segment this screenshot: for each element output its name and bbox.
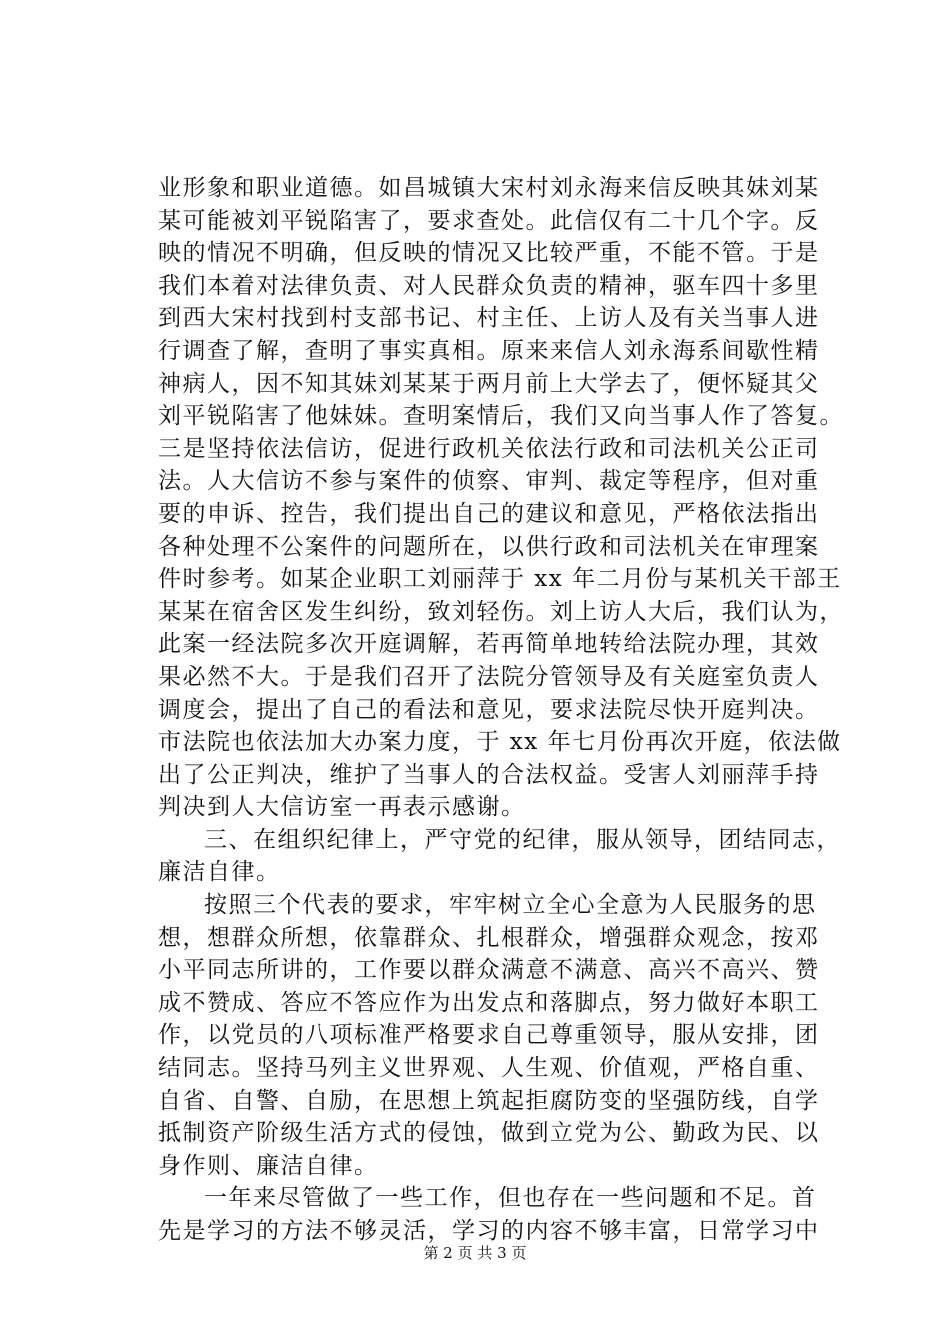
text-line: 业形象和职业道德。如昌城镇大宋村刘永海来信反映其妹刘某 xyxy=(158,175,820,201)
section-heading-line: 三、在组织纪律上，严守党的纪律，服从领导，团结同志， xyxy=(204,826,841,853)
text-line: 件时参考。如某企业职工刘丽萍于 xx 年二月份与某机关干部王 xyxy=(158,566,842,593)
text-line: 小平同志所讲的，工作要以群众满意不满意、高兴不高兴、赞 xyxy=(158,957,820,984)
text-line: 市法院也依法加大办案力度，于 xx 年七月份再次开庭，依法做 xyxy=(158,729,842,756)
text-line: 判决到人大信访室一再表示感谢。 xyxy=(158,794,526,821)
text-line: 我们本着对法律负责、对人民群众负责的精神，驱车四十多里 xyxy=(158,272,820,299)
page-number-footer: 第 2 页 共 3 页 xyxy=(423,1244,527,1262)
document-body xyxy=(158,172,844,1248)
text-line: 出了公正判决，维护了当事人的合法权益。受害人刘丽萍手持 xyxy=(158,761,820,788)
text-line: 自省、自警、自励，在思想上筑起拒腐防变的坚强防线，自学 xyxy=(158,1087,820,1114)
text-line: 到西大宋村找到村支部书记、村主任、上访人及有关当事人进 xyxy=(158,305,820,332)
text-line: 作，以党员的八项标准严格要求自己尊重领导，服从安排，团 xyxy=(158,1022,820,1049)
text-line: 先是学习的方法不够灵活，学习的内容不够丰富，日常学习中 xyxy=(158,1218,820,1244)
text-line: 一年来尽管做了一些工作，但也存在一些问题和不足。首 xyxy=(204,1185,817,1212)
text-line: 刘平锐陷害了他妹妹。查明案情后，我们又向当事人作了答复。 xyxy=(158,403,844,430)
text-line: 身作则、廉洁自律。 xyxy=(158,1152,379,1179)
text-line: 法。人大信访不参与案件的侦察、审判、裁定等程序，但对重 xyxy=(158,468,820,495)
text-line: 某可能被刘平锐陷害了，要求查处。此信仅有二十几个字。反 xyxy=(158,207,820,234)
text-line: 想，想群众所想，依靠群众、扎根群众，增强群众观念，按邓 xyxy=(158,924,820,951)
text-line: 成不赞成、答应不答应作为出发点和落脚点，努力做好本职工 xyxy=(158,989,820,1016)
text-line: 果必然不大。于是我们召开了法院分管领导及有关庭室负责人 xyxy=(158,663,820,690)
section-heading-line: 廉洁自律。 xyxy=(158,859,281,886)
text-line: 调度会，提出了自己的看法和意见，要求法院尽快开庭判决。 xyxy=(158,696,820,723)
text-line: 要的申诉、控告，我们提出自己的建议和意见，严格依法指出 xyxy=(158,500,820,527)
text-line: 行调查了解，查明了事实真相。原来来信人刘永海系间歇性精 xyxy=(158,337,820,364)
text-line: 此案一经法院多次开庭调解，若再简单地转给法院办理，其效 xyxy=(158,631,820,658)
text-line: 各种处理不公案件的问题所在，以供行政和司法机关在审理案 xyxy=(158,533,820,560)
text-line: 按照三个代表的要求，牢牢树立全心全意为人民服务的思 xyxy=(204,892,817,919)
text-line: 结同志。坚持马列主义世界观、人生观、价值观，严格自重、 xyxy=(158,1055,820,1082)
text-line: 映的情况不明确，但反映的情况又比较严重，不能不管。于是 xyxy=(158,240,820,267)
text-line: 神病人，因不知其妹刘某某于两月前上大学去了，便怀疑其父 xyxy=(158,370,820,397)
text-line: 某某在宿舍区发生纠纷，致刘轻伤。刘上访人大后，我们认为， xyxy=(158,598,844,625)
text-line: 抵制资产阶级生活方式的侵蚀，做到立党为公、勤政为民、以 xyxy=(158,1120,820,1147)
text-line: 三是坚持依法信访，促进行政机关依法行政和司法机关公正司 xyxy=(158,435,820,462)
